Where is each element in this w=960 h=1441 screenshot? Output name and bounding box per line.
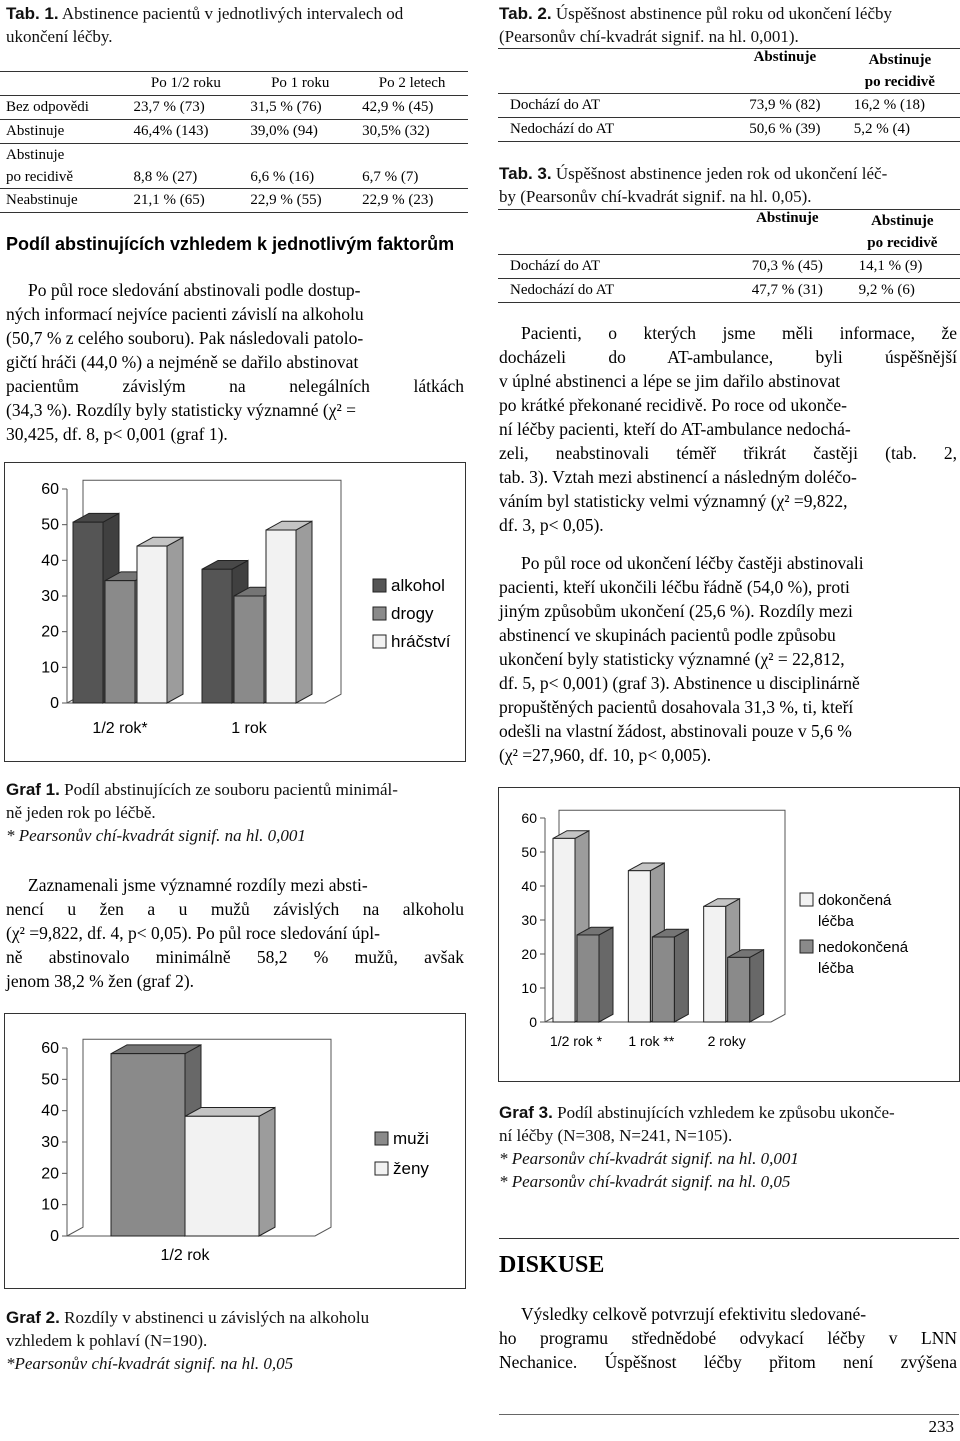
bar-top [185, 1108, 275, 1117]
table1-header: Po 1/2 roku [127, 72, 244, 96]
legend-swatch [375, 1162, 388, 1175]
y-tick-label: 10 [521, 980, 537, 996]
y-tick-label: 0 [529, 1014, 537, 1030]
bar-side [750, 950, 764, 1022]
text-line: váním byl statisticky velmi významný (χ² =9,822, [499, 491, 848, 511]
page-number: 233 [928, 1417, 954, 1436]
y-tick-label: 60 [41, 481, 59, 498]
graf2-chart [4, 1013, 466, 1289]
bar [704, 906, 726, 1022]
legend-label: dokončená [818, 892, 892, 909]
y-tick-label: 40 [521, 878, 537, 894]
table1-header: Po 2 letech [356, 72, 468, 96]
row-label: Bez odpovědi [0, 96, 127, 120]
cell: 8,8 % (27) [127, 144, 244, 189]
text-line: jiným způsobům ukončení (25,6 %). Rozdíly mezi [499, 601, 853, 621]
cell: 50,6 % (39) [730, 118, 840, 142]
text-line: nencí u žen a u mužů závislých na alkoholu [6, 899, 464, 919]
text-line: jenom 38,2 % žen (graf 2). [6, 971, 195, 991]
y-tick-label: 50 [41, 1071, 59, 1089]
text-line: docházeli do AT-ambulance, byli úspěšnější [499, 347, 957, 367]
cell: 6,6 % (16) [244, 144, 356, 189]
text-line: Pacienti, o kterých jsme měli informace, že [521, 323, 957, 343]
text-line: ných informací nejvíce pacienti závislí na alkoholu [6, 304, 364, 324]
bar [652, 937, 674, 1022]
cell: 42,9 % (45) [356, 96, 468, 120]
table3-header [845, 210, 960, 255]
y-tick-label: 20 [41, 623, 59, 641]
x-tick-label: 1/2 rok * [549, 1033, 603, 1049]
y-tick-label: 50 [521, 844, 537, 860]
bar-nedokončená-léčba [728, 950, 764, 1022]
text-line: abstinencí ve skupinách pacientů podle způsobu [499, 625, 836, 645]
table1 [0, 71, 468, 213]
legend-swatch [800, 893, 813, 906]
y-tick-label: 40 [41, 1102, 59, 1120]
text-line: (χ² =9,822, df. 4, p< 0,05). Po půl roce sledování úpl- [6, 923, 380, 943]
text-line: Zaznamenali jsme významné rozdíly mezi absti- [28, 875, 368, 895]
text-line: 30,425, df. 8, p< 0,001 (graf 1). [6, 424, 228, 444]
legend-label: hráčství [391, 632, 451, 651]
bar [73, 522, 103, 703]
bar-side [674, 929, 688, 1022]
table2-header: Abstinuje [730, 49, 840, 94]
text-line: ní léčby pacienti, kteří do AT-ambulance nedochá- [499, 419, 851, 439]
cell: 39,0% (94) [244, 120, 356, 144]
table-row [498, 279, 960, 303]
cell: 22,9 % (55) [244, 189, 356, 213]
text-line: Výsledky celkově potvrzují efektivitu sledované- [521, 1304, 867, 1324]
table-row [0, 120, 468, 144]
text-line: df. 5, p< 0,001) (graf 3). Abstinence u disciplinárně [499, 673, 860, 693]
table3-header: Abstinuje [730, 210, 845, 255]
graf1-chart [4, 462, 466, 762]
legend-label: nedokončená [818, 939, 909, 956]
paragraph-5 [499, 1302, 957, 1374]
cell: 30,5% (32) [356, 120, 468, 144]
y-tick-label: 40 [41, 552, 59, 570]
header-line: po recidivě [867, 235, 938, 251]
header-line: Abstinuje [868, 52, 932, 68]
graf1-caption-label: Graf 1. [6, 780, 60, 799]
bar-hráčství [266, 521, 312, 703]
table2-header [840, 49, 960, 94]
legend-label: léčba [818, 960, 854, 977]
section-divider [499, 1238, 959, 1239]
caption-line: ní léčby (N=308, N=241, N=105). [499, 1126, 733, 1145]
cell: 23,7 % (73) [127, 96, 244, 120]
paragraph-4 [499, 551, 957, 767]
text-line: odešli na vlastní žádost, abstinovali pouze v 5,6 % [499, 721, 852, 741]
row-label: Nedochází do AT [498, 118, 730, 142]
table-row [498, 118, 960, 142]
bar [105, 581, 135, 703]
table2-caption [499, 2, 959, 48]
x-tick-label: 2 roky [707, 1033, 746, 1049]
bar-side [296, 521, 312, 703]
text-line: (50,7 % z celého souboru). Pak následovali patolo- [6, 328, 364, 348]
bar [185, 1116, 259, 1236]
text-line: df. 3, p< 0,05). [499, 515, 604, 535]
table2-header-empty [498, 49, 730, 94]
cell: 70,3 % (45) [730, 255, 845, 279]
text-line: ukončení byly statisticky významné (χ² = 22,812, [499, 649, 845, 669]
bar-top [111, 1045, 201, 1054]
caption-line: (Pearsonův chí-kvadrát signif. na hl. 0,001). [499, 27, 799, 46]
table1-header: Po 1 roku [244, 72, 356, 96]
x-tick-label: 1 rok ** [628, 1033, 675, 1049]
table2-caption-label: Tab. 2. [499, 4, 552, 23]
bar [577, 935, 599, 1022]
caption-line: Úspěšnost abstinence jeden rok od ukončení léč- [555, 164, 888, 183]
legend-label: muži [393, 1129, 429, 1148]
text-line: ně abstinovalo minimálně 58,2 % mužů, avšak [6, 947, 464, 967]
text-line: propuštěných pacientů dosahovala 31,3 %, ti, kteří [499, 697, 854, 717]
legend-swatch [800, 940, 813, 953]
bar [628, 871, 650, 1022]
table1-header-empty [0, 72, 127, 96]
caption-note: *Pearsonův chí-kvadrát signif. na hl. 0,05 [6, 1354, 294, 1373]
caption-note: * Pearsonův chí-kvadrát signif. na hl. 0,05 [499, 1172, 791, 1191]
text-line: (χ² =27,960, df. 10, p< 0,005). [499, 745, 712, 765]
row-label: Neabstinuje [0, 189, 127, 213]
caption-line: vzhledem k pohlaví (N=190). [6, 1331, 208, 1350]
table1-caption [6, 2, 466, 48]
table-row [498, 94, 960, 118]
table-row [0, 96, 468, 120]
table3 [498, 209, 960, 303]
y-tick-label: 60 [521, 810, 537, 826]
legend [375, 1129, 429, 1178]
y-tick-label: 20 [521, 946, 537, 962]
table3-header-empty [498, 210, 730, 255]
cell: 5,2 % (4) [840, 118, 960, 142]
bar [234, 596, 264, 703]
section-heading: Podíl abstinujících vzhledem k jednotlivým faktorům [6, 234, 455, 254]
table-row [498, 255, 960, 279]
row-label-line: po recidivě [6, 169, 74, 185]
graf3-svg [499, 788, 959, 1081]
caption-line: Podíl abstinujících vzhledem ke způsobu ukonče- [557, 1103, 895, 1122]
text-line: pacienti, kteří ukončili léčbu řádně (54,0 %), proti [499, 577, 850, 597]
legend-label: alkohol [391, 576, 445, 595]
cell: 14,1 % (9) [845, 255, 960, 279]
legend-label: ženy [393, 1159, 429, 1178]
row-label: Nedochází do AT [498, 279, 730, 303]
cell: 16,2 % (18) [840, 94, 960, 118]
row-label: Dochází do AT [498, 255, 730, 279]
x-tick-label: 1/2 rok* [92, 720, 148, 737]
graf2-caption-label: Graf 2. [6, 1308, 60, 1327]
cell: 22,9 % (23) [356, 189, 468, 213]
table3-caption-label: Tab. 3. [499, 164, 552, 183]
cell: 46,4% (143) [127, 120, 244, 144]
caption-note: * Pearsonův chí-kvadrát signif. na hl. 0,001 [6, 826, 306, 845]
text-line: Po půl roce sledování abstinovali podle dostup- [28, 280, 361, 300]
caption-line: Rozdíly v abstinenci u závislých na alkoholu [64, 1308, 370, 1327]
text-line: ho programu střednědobé odvykací léčby v LNN [499, 1328, 957, 1348]
graf3-caption-label: Graf 3. [499, 1103, 553, 1122]
x-tick-label: 1/2 rok [160, 1247, 210, 1264]
text-line: v úplné abstinenci a lépe se jim dařilo abstinovat [499, 371, 841, 391]
text-line: tab. 3). Vztah mezi abstinencí a následným doléčo- [499, 467, 857, 487]
legend-label: drogy [391, 604, 434, 623]
row-label: Dochází do AT [498, 94, 730, 118]
text-line: (34,3 %). Rozdíly byly statisticky významné (χ² = [6, 400, 356, 420]
graf1-caption [6, 778, 466, 847]
bar-hráčství [137, 537, 183, 703]
graf1-svg [5, 463, 465, 761]
caption-line: by (Pearsonův chí-kvadrát signif. na hl. 0,05). [499, 187, 812, 206]
bar [202, 569, 232, 703]
cell: 6,7 % (7) [356, 144, 468, 189]
diskuse-heading: DISKUSE [499, 1252, 605, 1278]
footer-rule [499, 1414, 959, 1415]
legend-label: léčba [818, 913, 854, 930]
bar [111, 1054, 185, 1236]
caption-line: ně jeden rok po léčbě. [6, 803, 156, 822]
row-label: Abstinuje [0, 120, 127, 144]
table-row [0, 189, 468, 213]
text-line: gičtí hráči (44,0 %) a nejméně se dařilo abstinovat [6, 352, 359, 372]
y-tick-label: 10 [41, 659, 59, 677]
cell: 9,2 % (6) [845, 279, 960, 303]
graf2-caption [6, 1306, 466, 1375]
paragraph-1 [6, 278, 464, 446]
graf2-svg [5, 1014, 465, 1288]
bar-side [599, 927, 613, 1022]
caption-note: * Pearsonův chí-kvadrát signif. na hl. 0,001 [499, 1149, 799, 1168]
text-line: Nechanice. Úspěšnost léčby přitom není zvýšena [499, 1352, 957, 1372]
y-tick-label: 0 [50, 1228, 59, 1245]
legend [800, 892, 909, 977]
legend [373, 576, 451, 651]
text-line: Po půl roce od ukončení léčby častěji abstinovali [521, 553, 864, 573]
y-tick-label: 30 [521, 912, 537, 928]
y-tick-label: 60 [41, 1040, 59, 1057]
y-tick-label: 10 [41, 1196, 59, 1214]
header-line: po recidivě [864, 74, 935, 90]
bar [266, 530, 296, 703]
cell: 47,7 % (31) [730, 279, 845, 303]
y-tick-label: 30 [41, 1134, 59, 1151]
text-line: pacientům závislým na nelegálních látkách [6, 376, 464, 396]
row-label-line: Abstinuje [6, 147, 65, 163]
cell: 73,9 % (82) [730, 94, 840, 118]
legend-swatch [375, 1132, 388, 1145]
bar-nedokončená-léčba [577, 927, 613, 1022]
row-label [0, 144, 127, 189]
bar [553, 838, 575, 1022]
cell: 21,1 % (65) [127, 189, 244, 213]
legend-swatch [373, 579, 386, 592]
bar-ženy [185, 1108, 275, 1236]
header-line: Abstinuje [871, 213, 934, 229]
cell: 31,5 % (76) [244, 96, 356, 120]
graf3-chart [498, 787, 960, 1082]
bar-side [167, 537, 183, 703]
bar [728, 957, 750, 1022]
y-tick-label: 20 [41, 1165, 59, 1183]
y-tick-label: 50 [41, 516, 59, 534]
caption-line: Podíl abstinujících ze souboru pacientů minimál- [64, 780, 398, 799]
y-tick-label: 0 [50, 695, 59, 712]
caption-line: Úspěšnost abstinence půl roku od ukončení léčby [555, 4, 892, 23]
bar [137, 546, 167, 703]
table1-caption-text: Abstinence pacientů v jednotlivých intervalech od ukončení léčby. [6, 4, 404, 46]
text-line: zeli, neabstinovali téměř třikrát častěji (tab. 2, [499, 443, 957, 463]
table-row [0, 144, 468, 189]
x-tick-label: 1 rok [231, 720, 267, 737]
text-line: po krátké překonané recidivě. Po roce od ukonče- [499, 395, 847, 415]
y-tick-label: 30 [41, 588, 59, 605]
legend-swatch [373, 635, 386, 648]
paragraph-3 [499, 321, 957, 537]
table2 [498, 48, 960, 142]
table3-caption [499, 162, 959, 208]
table1-caption-label: Tab. 1. [6, 4, 59, 23]
bar-nedokončená-léčba [652, 929, 688, 1022]
graf3-caption [499, 1101, 959, 1193]
legend-swatch [373, 607, 386, 620]
bar-side [259, 1108, 275, 1236]
paragraph-2 [6, 873, 464, 993]
